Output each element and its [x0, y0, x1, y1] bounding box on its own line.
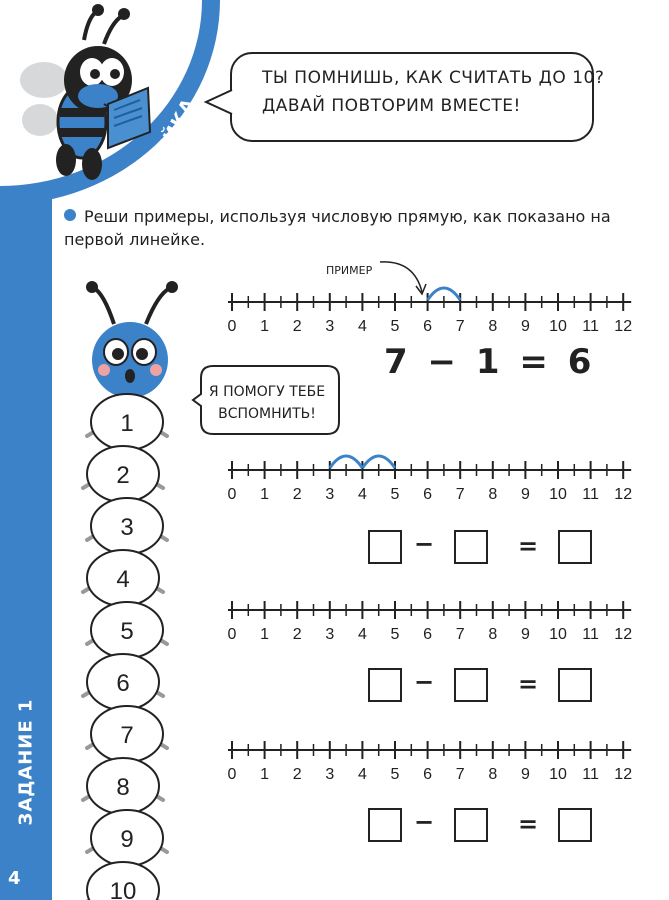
example-equation	[384, 342, 595, 382]
exercise-1	[368, 530, 598, 564]
caterpillar-number: 3	[120, 514, 134, 541]
number-line-label: 1	[260, 766, 270, 783]
number-line-label: 11	[582, 626, 599, 643]
number-line-label: 4	[357, 318, 367, 335]
number-line-label: 0	[227, 486, 237, 503]
number-line-label: 9	[520, 766, 530, 783]
minus-sign: −	[414, 668, 435, 696]
mascot-speech-line-1: Я ПОМОГУ ТЕБЕ	[208, 384, 326, 400]
caterpillar-number: 4	[116, 566, 130, 593]
caterpillar-segment	[87, 394, 167, 450]
mascot-speech-line-2: ВСПОМНИТЬ!	[218, 406, 316, 422]
number-line-label: 12	[614, 626, 633, 643]
number-line	[228, 601, 633, 643]
answer-box-3b[interactable]	[454, 808, 488, 842]
number-line-label: 10	[549, 486, 567, 503]
number-line-label: 2	[292, 626, 302, 643]
number-line-label: 0	[227, 766, 237, 783]
answer-box-3a[interactable]	[368, 808, 402, 842]
caterpillar-segment	[83, 758, 163, 814]
answer-box-2b[interactable]	[454, 668, 488, 702]
caterpillar-number: 6	[116, 670, 130, 697]
caterpillar-number: 9	[120, 826, 134, 853]
number-line-label: 5	[390, 486, 400, 503]
minus-sign: −	[414, 808, 435, 836]
page-number: 4	[8, 868, 21, 889]
number-line-label: 7	[455, 486, 465, 503]
caterpillar-number: 2	[116, 462, 130, 489]
answer-box-1c[interactable]	[558, 530, 592, 564]
number-line-label: 2	[292, 486, 302, 503]
number-line-label: 10	[549, 626, 567, 643]
header-speech-text	[262, 64, 605, 120]
number-line-label: 6	[423, 486, 433, 503]
number-line-label: 9	[520, 486, 530, 503]
number-line-label: 7	[455, 318, 465, 335]
caterpillar-segment	[87, 498, 167, 554]
number-line-label: 4	[357, 626, 367, 643]
number-line-label: 8	[488, 766, 498, 783]
instruction-text: Реши примеры, используя числовую прямую, как показано на первой линейке.	[64, 207, 611, 249]
caterpillar-number: 7	[120, 722, 134, 749]
exercise-3	[368, 808, 598, 842]
eq-equals: =	[519, 342, 552, 382]
caterpillar-segment	[83, 862, 163, 900]
eq-result: 6	[567, 342, 596, 382]
equals-sign: =	[518, 810, 539, 838]
number-line-label: 1	[260, 486, 270, 503]
caterpillar-mascot	[70, 280, 200, 900]
number-line-label: 8	[488, 318, 498, 335]
number-line-label: 6	[423, 626, 433, 643]
speech-line-2: ДАВАЙ ПОВТОРИМ ВМЕСТЕ!	[262, 96, 521, 116]
number-line-label: 8	[488, 486, 498, 503]
answer-box-1a[interactable]	[368, 530, 402, 564]
number-line-label: 11	[582, 486, 599, 503]
caterpillar-segment	[87, 706, 167, 762]
number-line	[228, 741, 633, 783]
task-label: ЗАДАНИЕ 1	[15, 698, 37, 826]
number-line-label: 1	[260, 626, 270, 643]
caterpillar-segment	[83, 446, 163, 502]
equals-sign: =	[518, 670, 539, 698]
number-line-label: 7	[455, 626, 465, 643]
answer-box-2c[interactable]	[558, 668, 592, 702]
number-line-label: 12	[614, 318, 633, 335]
number-line	[228, 461, 633, 503]
task-label-wrapper	[0, 692, 52, 832]
answer-box-2a[interactable]	[368, 668, 402, 702]
caterpillar-head-icon	[86, 281, 178, 398]
number-line-label: 6	[423, 766, 433, 783]
section-title: ЛИНЕЙКА	[130, 94, 200, 201]
caterpillar-segment	[83, 550, 163, 606]
answer-box-3c[interactable]	[558, 808, 592, 842]
number-line-label: 10	[549, 318, 567, 335]
number-line-label: 6	[423, 318, 433, 335]
number-line-label: 2	[292, 318, 302, 335]
number-line-label: 3	[325, 318, 335, 335]
number-line-label: 5	[390, 766, 400, 783]
number-line-label: 9	[520, 626, 530, 643]
caterpillar-number: 5	[120, 618, 134, 645]
caterpillar-segment	[83, 654, 163, 710]
number-line-label: 10	[549, 766, 567, 783]
number-line-label: 9	[520, 318, 530, 335]
number-line-label: 4	[357, 766, 367, 783]
number-line-label: 0	[227, 318, 237, 335]
number-line-label: 3	[325, 486, 335, 503]
caterpillar-number: 8	[116, 774, 130, 801]
number-line-label: 12	[614, 486, 633, 503]
caterpillar-number: 10	[109, 878, 137, 900]
eq-op: −	[427, 342, 461, 382]
eq-a: 7	[384, 342, 412, 382]
caterpillar-segment	[87, 810, 167, 866]
number-line-label: 5	[390, 626, 400, 643]
answer-box-1b[interactable]	[454, 530, 488, 564]
number-line-label: 11	[582, 766, 599, 783]
number-line-label: 11	[582, 318, 599, 335]
number-line-label: 2	[292, 766, 302, 783]
exercise-2	[368, 668, 598, 702]
speech-bubble-tail	[204, 88, 238, 118]
number-line-label: 3	[325, 766, 335, 783]
bullet-icon	[64, 209, 76, 221]
number-line-label: 5	[390, 318, 400, 335]
example-label: ПРИМЕР	[326, 264, 373, 277]
number-line-label: 1	[260, 318, 270, 335]
number-line-label: 12	[614, 766, 633, 783]
number-line-label: 4	[357, 486, 367, 503]
speech-line-1: ТЫ ПОМНИШЬ, КАК СЧИТАТЬ ДО 10?	[262, 68, 605, 88]
number-line-label: 0	[227, 626, 237, 643]
caterpillar-segment	[87, 602, 167, 658]
minus-sign: −	[414, 530, 435, 558]
number-line-label: 8	[488, 626, 498, 643]
equals-sign: =	[518, 532, 539, 560]
number-line-label: 7	[455, 766, 465, 783]
number-line-label: 3	[325, 626, 335, 643]
caterpillar-number: 1	[120, 410, 134, 437]
eq-b: 1	[475, 342, 504, 382]
instruction	[64, 205, 624, 251]
